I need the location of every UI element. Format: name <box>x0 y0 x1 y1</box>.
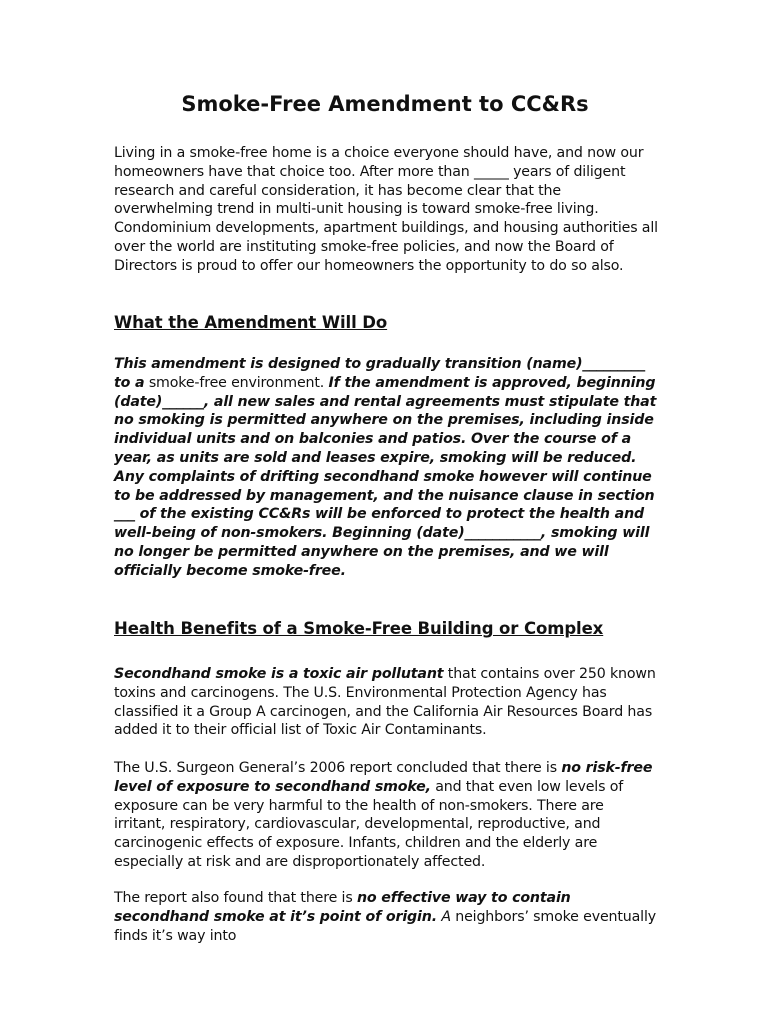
health-p2-text-a: The U.S. Surgeon General’s 2006 report concluded that there is <box>114 760 562 776</box>
health-paragraph-3 <box>114 889 658 945</box>
health-p3-bold: no effective way to contain secondhand smoke at it’s point of origin. <box>114 890 571 925</box>
health-paragraph-2 <box>114 759 658 872</box>
intro-paragraph: Living in a smoke-free home is a choice everyone should have, and now our homeowners have that choice too. After more than _____ years of diligent research and careful consideration, it has become clear that the overwhelming trend in multi-unit housing is toward smoke-free living. Condominium developments, apartment buildings, and housing authorities all over the world are instituting smoke-free policies, and now the Board of Directors is proud to offer our homeowners the opportunity to do so also. <box>114 145 658 274</box>
health-paragraph-1 <box>114 665 658 740</box>
amendment-text-bold-2: If the amendment is approved, beginning (date)______, all new sales and rental agreements must stipulate that no smoking is permitted anywhere on the premises, including inside individual units and on balconies and patios. Over the course of a year, as units are sold and leases expire, smoking will be reduced. Any complaints of drifting secondhand smoke however will continue to be addressed by management, and the nuisance clause in section ___ of the existing CC&Rs will be enforced to protect the health and well-being of non-smokers. Beginning (date)___________, smoking will no longer be permitted anywhere on the premises, and we will officially become smoke-free. <box>114 374 657 579</box>
amendment-paragraph <box>114 355 658 581</box>
health-p3-text-a: The report also found that there is <box>114 890 357 906</box>
section-heading-health: Health Benefits of a Smoke-Free Building or Complex <box>114 619 604 638</box>
health-p2-text-b: and that even low levels of exposure can be very harmful to the health of non-smokers. There are irritant, respiratory, cardiovascular, developmental, reproductive, and carcinogenic effects of exposure. Infants, children and the elderly are especially at risk and are disproportionately affected. <box>114 778 624 870</box>
amendment-text-plain: smoke-free environment. <box>144 374 329 391</box>
health-p2-bold: no risk-free level of exposure to secondhand smoke, <box>114 760 653 795</box>
health-p1-text: that contains over 250 known toxins and carcinogens. The U.S. Environmental Protection Agency has classified it a Group A carcinogen, and the California Air Resources Board has added it to their official list of Toxic Air Contaminants. <box>114 666 656 739</box>
section-heading-amendment: What the Amendment Will Do <box>114 313 388 332</box>
health-p1-bold: Secondhand smoke is a toxic air pollutant <box>114 666 444 682</box>
health-p3-text-b: neighbors’ smoke eventually finds it’s way into <box>114 908 656 944</box>
health-p3-italic: A <box>436 908 451 925</box>
amendment-text-bold-1: This amendment is designed to gradually transition (name)_________ to a <box>114 356 645 391</box>
document-title: Smoke-Free Amendment to CC&Rs <box>181 92 589 116</box>
